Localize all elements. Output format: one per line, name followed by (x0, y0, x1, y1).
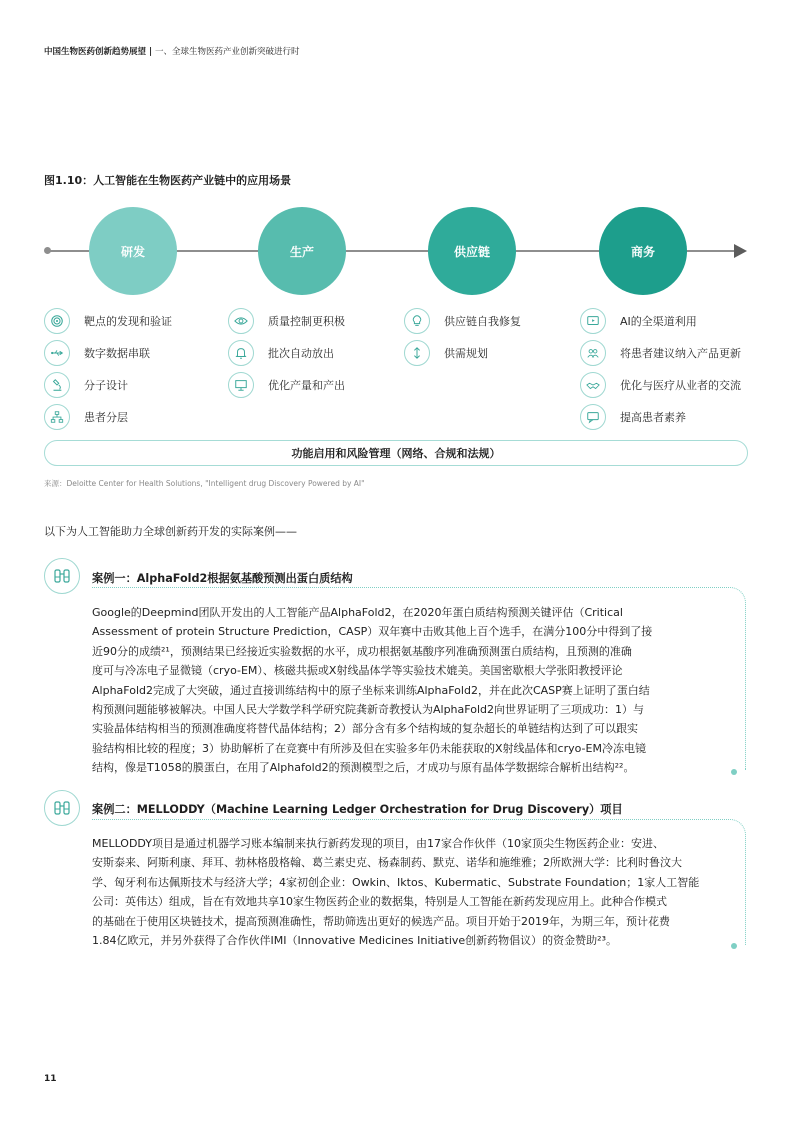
handshake-icon (580, 372, 606, 398)
figure-title: 图1.10：人工智能在生物医药产业链中的应用场景 (44, 174, 292, 187)
stage-production: 生产 (258, 207, 346, 295)
case-1-line: 构预测问题能够被解决。中国人民大学数学科学研究院龚新奇教授认为AlphaFold2向世界证明了三项成功：1）与 (92, 703, 644, 717)
usb-icon (44, 340, 70, 366)
commerce-item (580, 340, 741, 366)
bell-icon (228, 340, 254, 366)
stage-commerce: 商务 (599, 207, 687, 295)
rd-item-label: 患者分层 (84, 411, 128, 424)
commerce-item-label: 优化与医疗从业者的交流 (620, 379, 741, 392)
rd-item-label: 靶点的发现和验证 (84, 315, 172, 328)
timeline-arrow-icon (734, 244, 747, 258)
intro-text: 以下为人工智能助力全球创新药开发的实际案例—— (44, 525, 297, 538)
rd-item (44, 404, 128, 430)
page-number: 11 (44, 1074, 57, 1084)
commerce-item (580, 404, 686, 430)
case-2-title: 案例二：MELLODDY（Machine Learning Ledger Orchestration for Drug Discovery）项目 (92, 803, 623, 816)
production-item (228, 372, 345, 398)
rd-item (44, 340, 150, 366)
commerce-item (580, 308, 697, 334)
case-2-line: 的基础在于使用区块链技术，提高预测准确性，帮助筛选出更好的候选产品。项目开始于2019年，为期三年，预计花费 (92, 914, 670, 928)
stage-rd: 研发 (89, 207, 177, 295)
figure-source: 来源：Deloitte Center for Health Solutions, "Intelligent drug Discovery Powered by AI" (44, 479, 365, 488)
case-binoculars-icon (44, 558, 80, 594)
rd-item (44, 372, 128, 398)
chat-icon (580, 404, 606, 430)
commerce-item (580, 372, 741, 398)
case-2-line: MELLODDY项目是通过机器学习账本编制来执行新药发现的项目，由17家合作伙伴（10家顶尖生物医药企业：安进、 (92, 837, 665, 850)
hierarchy-icon (44, 404, 70, 430)
production-item (228, 308, 345, 334)
header-separator: | (146, 47, 156, 57)
supply-item-label: 供应链自我修复 (444, 315, 521, 328)
arrows-vertical-icon (404, 340, 430, 366)
case-2-body (92, 834, 728, 950)
case-2-line: 1.84亿欧元，并另外获得了合作伙伴IMI（Innovative Medicines Initiative创新药物倡议）的资金赞助²³。 (92, 934, 617, 948)
case-1-line: 近90分的成绩²¹，预测结果已经接近实验数据的水平，成功根据氨基酸序列准确预测蛋白质结构，且预测的准确 (92, 644, 632, 658)
microscope-icon (44, 372, 70, 398)
rd-item-label: 数字数据串联 (84, 347, 150, 360)
function-enablement-bar (44, 440, 748, 466)
target-icon (44, 308, 70, 334)
case-1-line: 结构，像是T1058的膜蛋白，在用了Alphafold2的预测模型之后，才成功与原有晶体学数据综合解析出结构²²。 (92, 761, 635, 775)
production-item-label: 质量控制更积极 (268, 315, 345, 328)
case-1-line: AlphaFold2完成了大突破，通过直接训练结构中的原子坐标来训练AlphaFold2，并在此次CASP赛上证明了蛋白结 (92, 683, 650, 697)
eye-icon (228, 308, 254, 334)
stage-supply-chain: 供应链 (428, 207, 516, 295)
running-header (44, 45, 300, 57)
case-1-end-dot (731, 769, 737, 775)
case-binoculars-icon (44, 790, 80, 826)
case-2-line: 学、匈牙利布达佩斯技术与经济大学；4家初创企业：Owkin、Iktos、Kubermatic、Substrate Foundation；1家人工智能 (92, 875, 700, 889)
rd-item-label: 分子设计 (84, 379, 128, 392)
production-item-label: 优化产量和产出 (268, 379, 345, 392)
timeline-start-dot (44, 247, 51, 254)
omnichannel-icon (580, 308, 606, 334)
case-1-title: 案例一：AlphaFold2根据氨基酸预测出蛋白质结构 (92, 572, 353, 585)
case-1-line: Assessment of protein Structure Prediction，CASP）双年赛中击败其他上百个选手，在满分100分中得到了接 (92, 625, 653, 639)
case-1-line: Google的Deepmind团队开发出的人工智能产品AlphaFold2，在2020年蛋白质结构预测关键评估（Critical (92, 606, 623, 619)
case-1-line: 验结构相比较的程度；3）协助解析了在竞赛中有所涉及但在实验多年仍未能获取的X射线晶体和cryo-EM冷冻电镜 (92, 741, 646, 755)
case-1-body (92, 603, 728, 778)
commerce-item-label: 提高患者素养 (620, 411, 686, 424)
commerce-item-label: AI的全渠道利用 (620, 315, 697, 328)
case-1-line: 度可与冷冻电子显微镜（cryo-EM）、核磁共振或X射线晶体学等实验技术媲美。美国密歇根大学张阳教授评论 (92, 664, 623, 678)
commerce-item-label: 将患者建议纳入产品更新 (620, 347, 741, 360)
people-icon (580, 340, 606, 366)
case-1-line: 实验晶体结构相当的预测准确度将替代晶体结构；2）部分含有多个结构域的复杂超长的单链结构达到了可以跟实 (92, 722, 638, 736)
supply-item (404, 308, 521, 334)
rd-item (44, 308, 172, 334)
supply-item (404, 340, 488, 366)
lightbulb-icon (404, 308, 430, 334)
header-sub: 一、全球生物医药产业创新突破进行时 (155, 47, 300, 57)
production-item-label: 批次自动放出 (268, 347, 334, 360)
case-2-end-dot (731, 943, 737, 949)
header-main: 中国生物医药创新趋势展望 (44, 47, 147, 57)
production-item (228, 340, 334, 366)
supply-item-label: 供需规划 (444, 347, 488, 360)
case-2-line: 公司：英伟达）组成，旨在有效地共享10家生物医药企业的数据集，特别是人工智能在新药发现应用上。此种合作模式 (92, 895, 667, 909)
presentation-icon (228, 372, 254, 398)
function-bar-label: 功能启用和风险管理（网络、合规和法规） (291, 447, 501, 460)
case-2-line: 安斯泰来、阿斯利康、拜耳、勃林格殷格翰、葛兰素史克、杨森制药、默克、诺华和施维雅；2所欧洲大学：比利时鲁汶大 (92, 856, 682, 870)
